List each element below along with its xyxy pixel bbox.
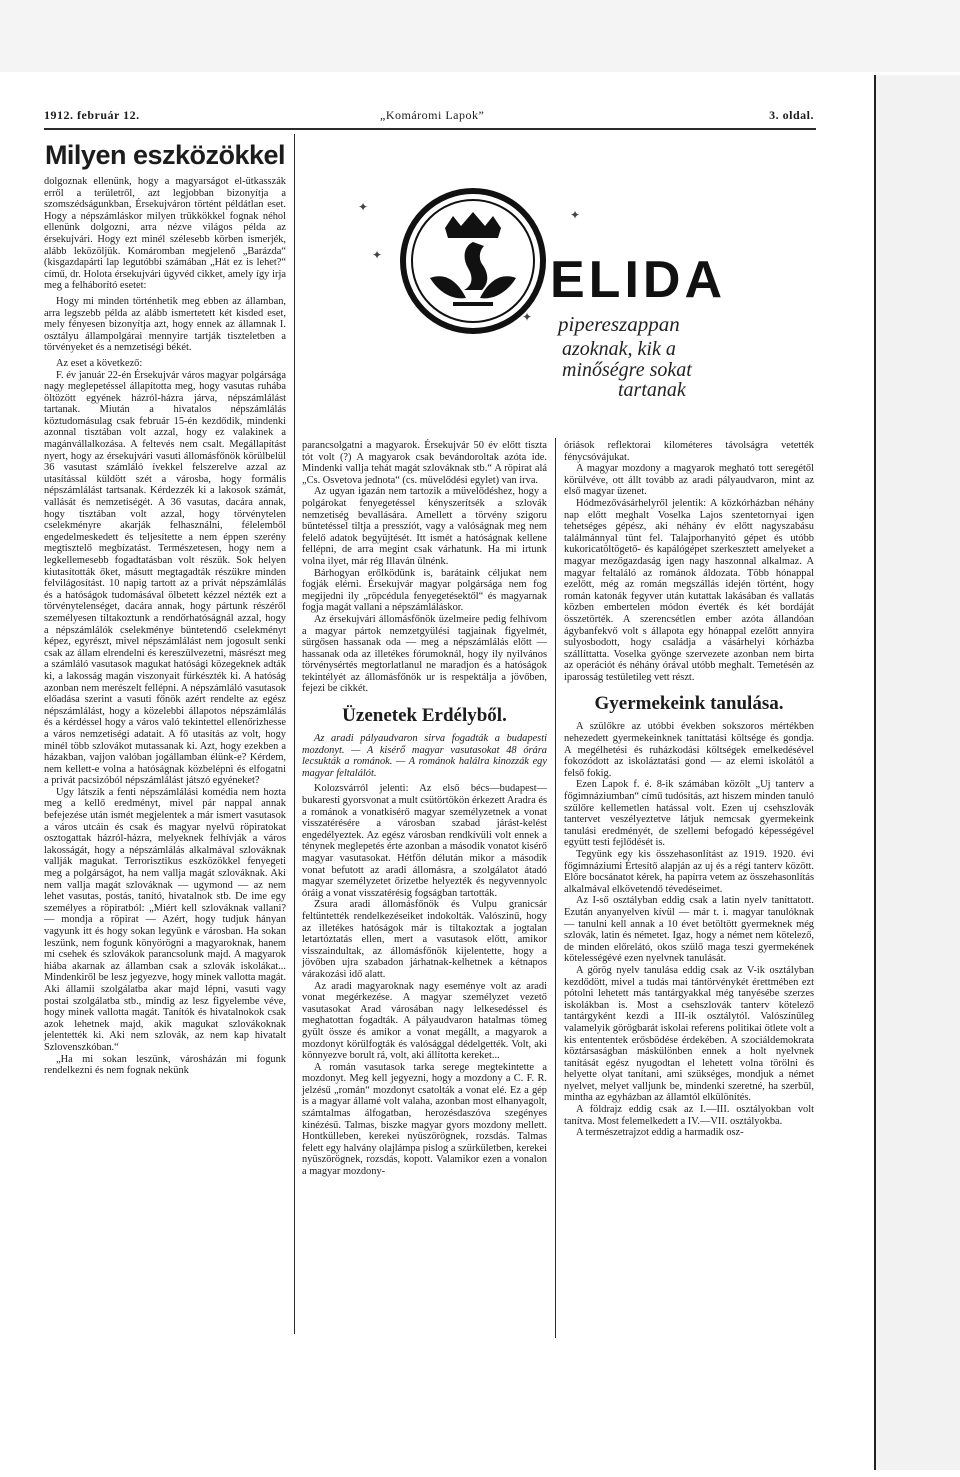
article-paragraph: Az aradi magyaroknak nagy eseménye volt az aradi vonat megérkezése. A magyar személyzet vezető vasutasokat Arad városában nagy lelkesedéssel és meghatottan fogadták. A pályaudvaron hatalmas tömeg gyült össze és amikor a vonat megállt, a magyarok a mozdonyt körülfogták és valósággal dédelgették. Volt, aki könnyezve borult rá, volt, aki állította kereket...: [302, 980, 547, 1062]
decorative-spark-icon: ✦: [570, 208, 581, 222]
issue-date: 1912. február 12.: [44, 108, 140, 122]
article-column-2: [302, 440, 547, 1178]
article-paragraph: Az I-ső osztályban eddig csak a latin nyelv taníttatott. Ezután anyanyelven kívül — már t. i. magyar tanulóknak — tanulni kell annak a 10 évet betöltött gyermeknek még szlovák, latin és németet. Igaz, hogy a német nem kötelező, de minden előrelátó, okos szülő maga teszi gyermekének kötelességévé ezen nyelvnek tanulását.: [564, 895, 814, 965]
brand-name: ELIDA: [550, 251, 726, 309]
article-paragraph: A román vasutasok tarka serege megtekintette a mozdonyt. Meg kell jegyezni, hogy a mozdony a C. F. R. jelzésű „román“ mozdonyt csatolták a vonat elé. Ez a gép is a magyar államé volt valaha, azonban most elhanyagolt, számtalmas álfogatban, herozésdaszóva szegényes kinézésű. Talmas, biszke magyar gyors mozdony mellett. Hontkülleben, kerekei nyüszörögnek, rozsdás. Talmas felett egy halvány olajlámpa pislog a szürkületben, kerekei nyüszörögnek, rozsdás, kopott. Valamikor ezen a vonalon a magyar mozdony-: [302, 1061, 547, 1178]
article-paragraph: Zsura aradi állomásfőnök és Vulpu granicsár feltüntették rendelkezéseiket indokolták. Valószinű, hogy az illetékes hatóságok már is tiltakoztak a jogtalan letartóztatás ellen, mert a vasutasok előtt, amikor visszaindultak, az állomásfőnök kijelentette, hogy a jövőben ujra szabadon járhatnak-kelhetnek a kétnapos várakozási idő alatt.: [302, 899, 547, 980]
article-title: Gyermekeink tanulása.: [594, 693, 784, 715]
column-divider: [294, 134, 295, 1334]
article-paragraph: Az ugyan igazán nem tartozik a müvelődéshez, hogy a polgárokat fenyegetéssel kényszerítsék a szlovák nemzetiség bevallására. Amellett a törvény szigoru büntetéssel tiltja a presszíót, vagy a valóságnak meg nem felelő adatok begyüjtését. Itt ismét a hatóságnak kellene fellépni, de arra megint csak várhatunk. Ha mi irtunk volna ilyet, már rég Illaván ülnénk.: [302, 486, 547, 567]
article-paragraph: Bárhogyan erőlködünk is, barátaink céljukat nem fogják elérni. Érsekujvár magyar polgársága nem fog megijedni ily „röpcédula fenyegetésektől“ és magyarnak fogja magát vallani a népszámláláskor.: [302, 567, 547, 614]
article-paragraph: Az érsekujvári állomásfőnök üzelmeire pedig felhívom a magyar pártok nemzetgyülési tagjainak figyelmét, sürgősen hassanak oda — meg a népszámlálás előtt — hassanak oda az illetékes fórumoknál, hogy ily nyilvános törvénysértés megtorlatlanul ne maradjon és a hatóságok tekintélyét az állomásfőnök ur is respektálja a jövőben, fejezi be cikkét.: [302, 613, 547, 695]
article-paragraph: Ezen Lapok f. é. 8-ik számában közölt „Uj tanterv a főgimnáziumban“ című tudósítás, azt hiszem minden tanuló szülőre kellemetlen hatással volt. Ezen uj csehszlovák tantervet veszélyeztetve látjuk nemcsak gyermekeink tanulási eredményét, de szellemi befogadó képességével együtt testi fejlődését is.: [564, 779, 814, 849]
decorative-spark-icon: ✦: [372, 248, 383, 262]
elida-advertisement: [300, 160, 815, 428]
ad-slogan: tartanak: [618, 379, 686, 401]
article-lead: Az aradi pályaudvaron sirva fogadták a budapesti mozdonyt. — A kisérő magyar vasutasokat 48 órára lecsukták a románok. — A románok halálra kinozzák egy magyar feltalálót.: [302, 733, 547, 779]
page-number: 3. oldal.: [769, 108, 814, 122]
newspaper-name: „Komáromi Lapok”: [380, 108, 485, 122]
article-paragraph: Tegyünk egy kis összehasonlítást az 1919. 1920. évi főgimnáziumi Értesítő alapján az uj és a régi tanterv között. Előre bocsánatot kérek, ha papírra vetem az összehasonlítás alkalmával elkövetendő tévedéseimet.: [564, 849, 814, 895]
decorative-spark-icon: ✦: [522, 310, 533, 324]
article-paragraph: F. év január 22-én Érsekujvár város magyar polgársága nagy meglepetéssel állapította meg, hogy vasutas ruhába öltözött egyének házról-házra járva, népszámlálást tartanak. Miután a hivatalos népszámlálás köztudomásulag csak február 15-én kezdődik, mindenki azonnal tisztában volt azzal, hogy ez valakinek a magánvállalkozása. A feltevés nem csalt. Megállapítást nyert, hogy az érsekujvári vasuti állomásfőnök körülbelül 36 vasutast számláló ívekkel felszerelve azzal az utasítással küldött szét a városba, hogy formális népszámlálást tartsanak. Kérdezzék ki a lakosok számát, vallását és nemzetiségét. A 36 vasutas, dacára annak, hogy tisztában volt azzal, hogy törvénytelen cselekményre akarják felhasználni, félelemből engedelmeskedett és teljesítette a nem éppen szerény megtisztelő megbízatást. Természetesen, hogy nem a legkellemesebb fogadtatásban volt részük. Sok helyen kiutasították őket, másutt megtagadták részükre minden felvilágosítást. 10 napig tartott az a privát népszámlálás és a hatóságok tudomásával ölbetett kézzel nézték ezt a törvénytelenséget, dacára annak, hogy pártunk részéről személyesen tiltakoztunk a rendőrhatóságnál azzal, hogy a népszámlálók cselekménye büntetendő cselekményt képez, egyrészt, mivel népszámlálást nem jogosult senki csak az állam elrendelni és kereszülvezetni, másrészt meg a számláló vasutasok magukat hatósági közegeknek adták ki, a lakosság magán viszonyait fürkészték ki. A hatóság azonban nem merészelt fellépni. A népszámláló vasutasok előadása szerint a vasuti főnök azért rendelte az egész népszámlálást, hogy a közelebbi állapotos népszámlálás és a kérdéssel hogy a város való tekintettel ellenőrizhesse a város nemzetiségi adatait. A fő utasítás az volt, hogy minél több szlovákot mutassanak ki. Azt, hogy ezekben a házakban, vajjon valóban jogállamban élünk-e? Kérdem, nem kellett-e volna a hatóságnak közbelépni és elfogatni a privát pacsizóból népszámlálást játszó egyéneket?: [44, 369, 286, 787]
article-paragraph: A magyar mozdony a magyarok megható tott seregétől körülvéve, ott állt tovább az aradi pályaudvaron, mint az első magyar üzenet.: [564, 463, 814, 498]
article-column-3: [564, 440, 814, 1139]
article-paragraph: A görög nyelv tanulása eddig csak az V-ik osztályban kezdődött, mivel a tudás mai tántörvénykét érettmében ezt pótolni lehetett más tantárgyakkal még tanyésébe szerzes iskolákban is. Most a csehszlovák tanterv kötelező tantárgyként kezdi a III-ik osztálytól. Valószínűleg valamelyik görögbarát iskolai referens politikai ötlete volt a kis entententek erősbödése érdekében. A szociáldemokrata köztársaságban máskülönben ennek a holt nyelvnek tanítását egész nyugodtan el lehetett volna törölni és helyette olyat tanítani, ami szükséges, mondjuk a német nyelvet, melyet valljunk be, mindenki szeretné, ha szerbül, mintha az egyházban az államtól elkülönítés.: [564, 964, 814, 1104]
facing-page-edge: [874, 75, 960, 1470]
article-paragraph: Az eset a következő:: [56, 357, 143, 369]
ad-slogan: azoknak, kik a: [562, 338, 676, 360]
decorative-spark-icon: ✦: [358, 200, 369, 214]
article-title: Milyen eszközökkel: [44, 140, 286, 170]
article-paragraph: Kolozsvárról jelenti: Az első bécs—budapest—bukaresti gyorsvonat a mult csütörtökön érkezett Aradra és a románok a vonatkisérő magyar személyzetnek a vonat visszatérésére a városban szabad járást-kelést engedélyeztek. Az egész városban rendkívüli volt ennek a ténynek meglepetés érte azonban a második vonatot kisérő magyar vasutasokat. Hétfőn délután mikor a második vonat befutott az aradi állomásra, a szolgálatot átadó magyar személyzetet őrizetbe helyezték és negyvennyolc óráig a vonat visszatérésig fogságban tartották.: [302, 783, 547, 899]
article-paragraph: óriások reflektorai kilométeres távolságra vetették fénycsóvájukat.: [564, 440, 814, 463]
scan-background: [0, 0, 960, 72]
article-paragraph: „Ha mi sokan leszünk, városházán mi fogunk rendelkezni és nem fognak nekünk: [44, 1053, 286, 1077]
page-header: [44, 108, 814, 128]
column-divider: [555, 438, 556, 1338]
article-title: Üzenetek Erdélyből.: [342, 705, 507, 727]
article-column-1: [44, 140, 286, 1077]
article-paragraph: A szülőkre az utóbbi években sokszoros mértékben nehezedett gyermekeinknek taníttatási költsége és gondja. A megélhetési és ruházkodási költségek emelkedésével fokozódott az iskoláztatási gond — az elemi iskolától a felső fokig.: [564, 721, 814, 779]
article-paragraph: Hódmezővásárhelyről jelentik: A közkórházban néhány nap előtt meghalt Voselka Lajos szentetornyai igen tehetséges gépész, aki néhány év előtt nagyszabásu találmánnyal tünt fel. Talajporhanyitó gépet és utóbb kukoricatöltögető- és kapálógépet szerkesztett amelyeket a magyar mezőgazdaság igen nagy haszonnal alkalmaz. A magyar feltaláló az románok áldozata. Több hónappal ezelőtt, még az román megszállás idején történt, hogy román katonák fegyver után kutattak lakásában és vallatás közben embertelen módon éverték és két bordáját összetörték. A szerencsétlen ember azóta állandóan ágybanfekvő volt s állapota egy hónappal ezelőtt annyira sulyosbodott, hogy családja a vásárhelyi kórházba szállíttatta. Voselka gyönge szervezete azonban nem birta az operációt és néhány órával utóbb meghalt. Temetésén az iparosság testületileg vett részt.: [564, 497, 814, 683]
article-paragraph: Ugy látszik a fenti népszámlálási komédia nem hozta meg a kellő eredményt, mivel pár nappal annak befejezése után ismét megjelentek a már ismert vasutasok a város utcáin és csak és magyar nyelvű röpiratokat osztogattak házról-házra, melyeknek felhívják a város lakosságát, hogy a népszámlálás alkalmával szlováknak vallják magukat. Terrorisztikus eszközökkel fenyegeti meg a polgárságot, ha nem vallja magát szlováknak. Aki nem vallja magát szlováknak — ugymond — az nem lehet vasutas, postás, tanító, hivatalnok stb. De ime egy személyes a röpiratból: „Miért kell szlováknak vallani? — mondja a röpirat — Azért, hogy tudjuk hányan vagyunk itt és hogy sokan legyünk e városban. Ha sokan leszünk, nem fogunk könyörögni a magyaroknak, hanem mi csehek és szlovákok parancsolunk majd. A magyarok hiába akarnak az államban csak a szlovák iskolákat... Mindenkiről be lesz jegyezve, hogy minek vallotta magát. Aki államii szolgálatba akar majd lépni, vasuti vagy postai szolgálatba stb., mindig az lesz figyelembe véve, hogy minek vallotta magát. Tanítók és hivatalnokok csak azok lehetnek majd, akik magukat szlovákoknak jelentették ki. Aki nem szlovák, az nem kap hivatalt Szlovenszkóban.“: [44, 786, 286, 1053]
article-paragraph: A természetrajzot eddig a harmadik osz-: [576, 1127, 744, 1139]
article-paragraph: Hogy mi minden történhetik meg ebben az államban, arra legszebb példa az alább ismertetett két kisded eset, mely fényesen bizonyítja azt, hogy ennek az államnak I. osztályu állampolgárai mennyire tartják tiszteletben a törvényeket és a nemzetiségi békét.: [44, 295, 286, 354]
article-paragraph: dolgoznak ellenünk, hogy a magyarságot el-ütkasszák erről a területről, azt legjobban bizonyítja a szomszédságunkban, Érsekujváron történt példátlan eset. Hogy a népszámláskor milyen trükkökkel fognak néhol ellenünk dolgozni, arra nézve világos példa az érsekujvári. Hogy ezt minél szélesebb körben ismerjék, alább leközöljük. Komáromban megjelenő „Barázda“ (kisgazdapárti lap legutóbbi számában „Hát ez is lehet?“ című, dr. Holota érsekujvári ügyvéd cikket, amely így irja meg a felháborító esetet:: [44, 176, 286, 292]
article-paragraph: A földrajz eddig csak az I.—III. osztályokban volt tanítva. Most felemelkedett a IV.—VII. osztályokba.: [564, 1104, 814, 1127]
ad-slogan: pipereszappan: [558, 312, 680, 336]
header-rule: [44, 128, 816, 130]
article-paragraph: parancsolgatni a magyarok. Érsekujvár 50 év előtt tiszta tót volt (?) A magyarok csak bevándoroltak azóta ide. Mindenki vallja tehát magát szlováknak stb.“ A röpirat alá „Cs. Osvetova jednota“ (cs. müvelődési egylet) van irva.: [302, 440, 547, 486]
ad-slogan: minőségre sokat: [562, 359, 692, 381]
